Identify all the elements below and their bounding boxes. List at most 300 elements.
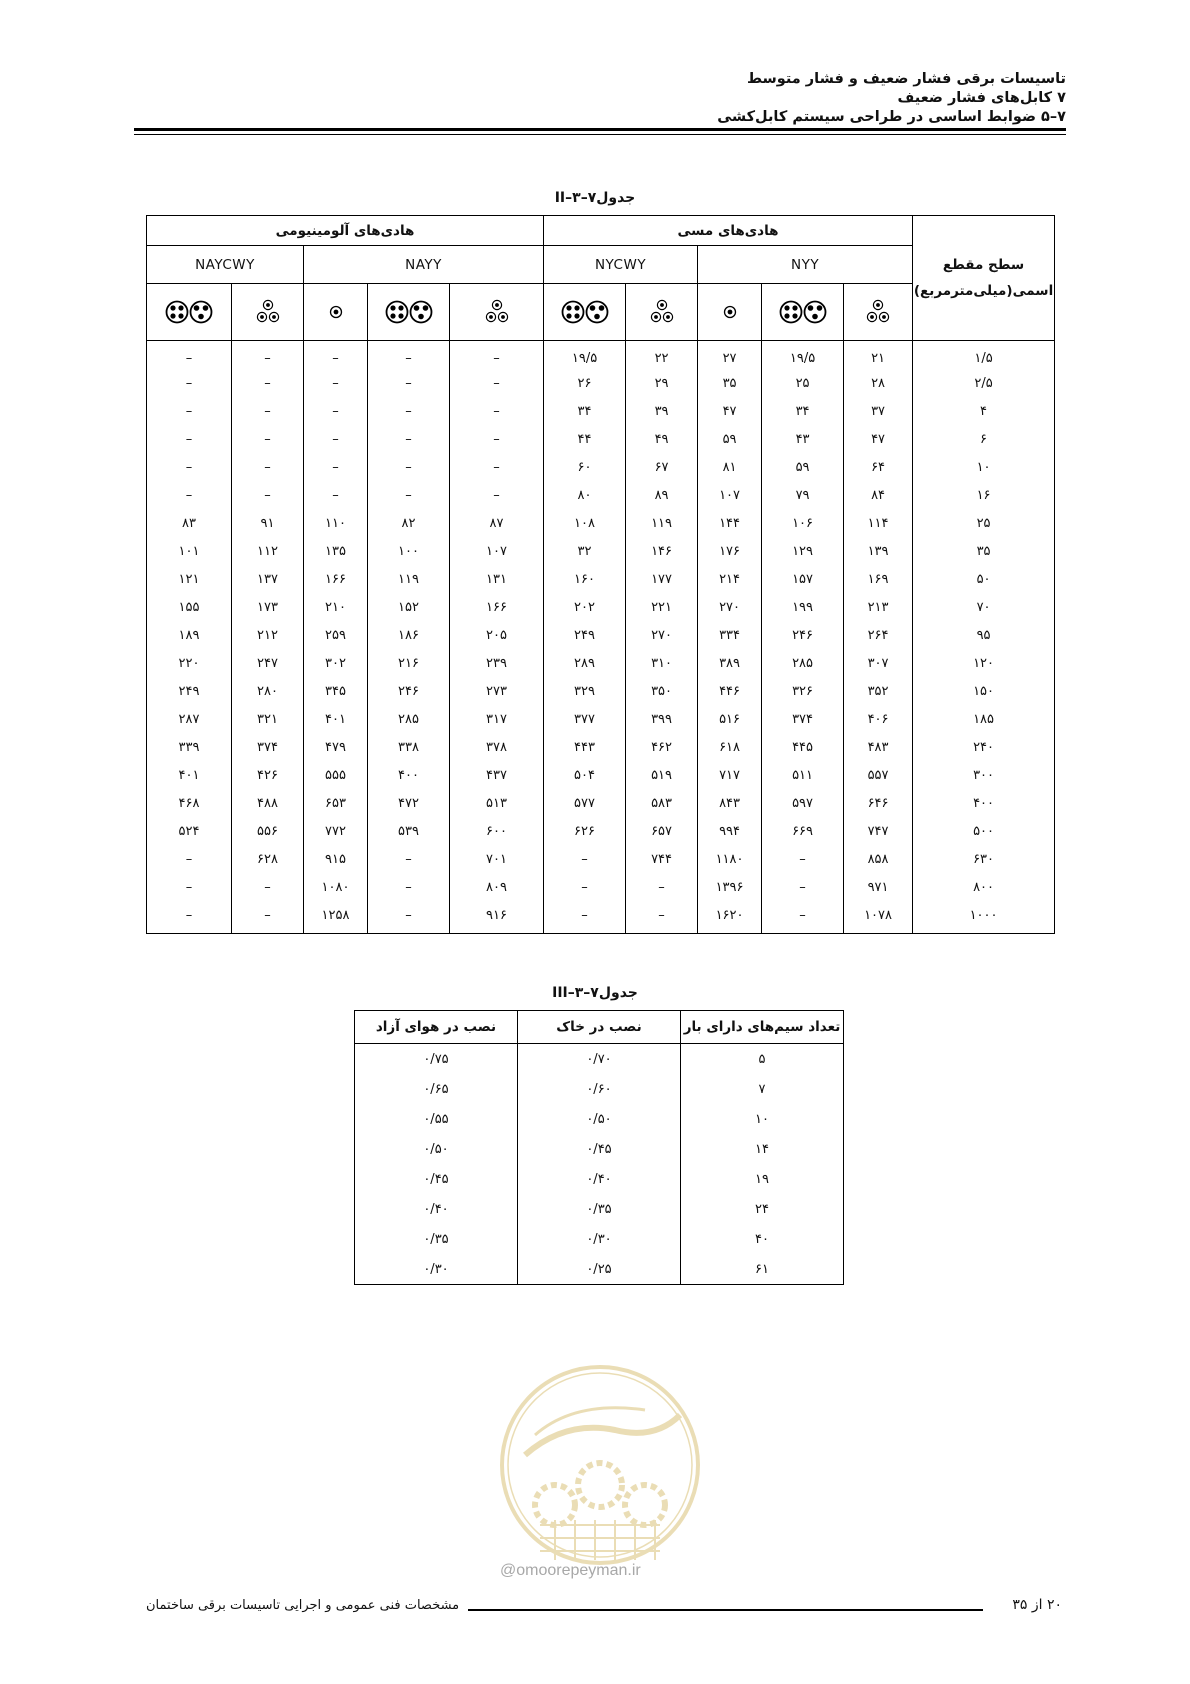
- ampacity-cell: –: [450, 481, 544, 509]
- ampacity-cell: ۵۹۷: [762, 789, 844, 817]
- ampacity-cell: ۲۸: [844, 369, 913, 397]
- ampacity-cell: ۱۴۶: [626, 537, 698, 565]
- ampacity-cell: ۸۹: [626, 481, 698, 509]
- ampacity-cell: –: [450, 453, 544, 481]
- ampacity-cell: –: [147, 845, 232, 873]
- table-row: [355, 1044, 844, 1075]
- ampacity-cell: ۱۰۸: [544, 509, 626, 537]
- table-row: [147, 761, 1055, 789]
- ampacity-cell: ۶۵۳: [304, 789, 368, 817]
- ampacity-cell: ۴۴۳: [544, 733, 626, 761]
- ampacity-cell: –: [368, 481, 450, 509]
- section-cell: ۵۰۰: [913, 817, 1055, 845]
- ampacity-cell: ۵۷۷: [544, 789, 626, 817]
- ampacity-cell: ۲۲: [626, 341, 698, 370]
- section-cell: ۳۰۰: [913, 761, 1055, 789]
- table-row: [147, 453, 1055, 481]
- ampacity-cell: ۵۱۶: [698, 705, 762, 733]
- ampacity-cell: ۶۴: [844, 453, 913, 481]
- ampacity-cell: ۷۴۴: [626, 845, 698, 873]
- footer-title: مشخصات فنی عمومی و اجرایی تاسیسات برقی ساختمان: [146, 1598, 460, 1613]
- multicore-cables-icon: [385, 299, 433, 325]
- ampacity-cell: –: [762, 873, 844, 901]
- ampacity-cell: ۸۴۳: [698, 789, 762, 817]
- section-header-line2: اسمی(میلی‌مترمربع): [913, 283, 1054, 299]
- ampacity-cell: –: [147, 341, 232, 370]
- ampacity-cell: ۲۱۴: [698, 565, 762, 593]
- soil-factor-cell: ۰/۲۵: [518, 1254, 681, 1285]
- loaded-wires-cell: ۵: [681, 1044, 844, 1075]
- ampacity-cell: ۵۸۳: [626, 789, 698, 817]
- ampacity-cell: ۲۱: [844, 341, 913, 370]
- ampacity-cell: –: [232, 901, 304, 934]
- ampacity-cell: ۵۵۶: [232, 817, 304, 845]
- col-header-in-air: نصب در هوای آزاد: [355, 1011, 518, 1044]
- ampacity-cell: ۲۴۶: [762, 621, 844, 649]
- ampacity-cell: ۱۱۲: [232, 537, 304, 565]
- cable-layout-cell-3: [698, 284, 762, 341]
- col-header-loaded-wires: تعداد سیم‌های دارای بار: [681, 1011, 844, 1044]
- cable-layout-cell-9: [232, 284, 304, 341]
- ampacity-cell: –: [304, 425, 368, 453]
- ampacity-cell: ۴۷۹: [304, 733, 368, 761]
- section-cell: ۲/۵: [913, 369, 1055, 397]
- ampacity-cell: ۲۴۷: [232, 649, 304, 677]
- watermark-logo: [495, 1360, 705, 1570]
- ampacity-cell: ۱۰۷: [698, 481, 762, 509]
- soil-factor-cell: ۰/۳۵: [518, 1194, 681, 1224]
- ampacity-cell: ۱۱۹: [626, 509, 698, 537]
- ampacity-cell: –: [762, 845, 844, 873]
- ampacity-cell: ۲۸۵: [368, 705, 450, 733]
- ampacity-cell: ۹۱۶: [450, 901, 544, 934]
- table-row: [147, 873, 1055, 901]
- ampacity-cell: ۴۲۶: [232, 761, 304, 789]
- ampacity-cell: ۱۱۴: [844, 509, 913, 537]
- ampacity-cell: –: [626, 901, 698, 934]
- table2-caption: جدول۷–۳–III: [552, 985, 638, 1001]
- cable-layout-cell-8: [304, 284, 368, 341]
- ampacity-cell: ۱۰۸۰: [304, 873, 368, 901]
- ampacity-cell: ۳۷: [844, 397, 913, 425]
- ampacity-cell: ۱۷۷: [626, 565, 698, 593]
- air-factor-cell: ۰/۶۵: [355, 1074, 518, 1104]
- ampacity-cell: ۵۹: [762, 453, 844, 481]
- ampacity-cell: ۶۱۸: [698, 733, 762, 761]
- header-rule-thin: [134, 134, 1066, 135]
- ampacity-cell: ۱۹/۵: [762, 341, 844, 370]
- loaded-wires-cell: ۱۴: [681, 1134, 844, 1164]
- section-cell: ۱۰: [913, 453, 1055, 481]
- ampacity-cell: –: [450, 425, 544, 453]
- ampacity-cell: ۷۱۷: [698, 761, 762, 789]
- soil-factor-cell: ۰/۴۰: [518, 1164, 681, 1194]
- header-rule-thick: [134, 128, 1066, 131]
- ampacity-cell: ۱۰۷: [450, 537, 544, 565]
- ampacity-cell: ۱۹/۵: [544, 341, 626, 370]
- table-row: [147, 621, 1055, 649]
- ampacity-cell: –: [544, 873, 626, 901]
- trefoil-cables-icon: [649, 299, 675, 325]
- ampacity-cell: ۲۷۰: [698, 593, 762, 621]
- ampacity-cell: ۹۱۵: [304, 845, 368, 873]
- page-number: ۲۰ از ۳۵: [1012, 1597, 1062, 1613]
- ampacity-cell: ۳۱۷: [450, 705, 544, 733]
- ampacity-cell: –: [368, 425, 450, 453]
- ampacity-cell: –: [147, 901, 232, 934]
- section-cell: ۶: [913, 425, 1055, 453]
- ampacity-cell: ۴۸۸: [232, 789, 304, 817]
- ampacity-cell: ۳۹: [626, 397, 698, 425]
- ampacity-cell: ۳۰۷: [844, 649, 913, 677]
- table-row: [147, 733, 1055, 761]
- section-cell: ۱۵۰: [913, 677, 1055, 705]
- trefoil-cables-icon: [865, 299, 891, 325]
- ampacity-cell: ۳۳۸: [368, 733, 450, 761]
- ampacity-cell: ۱۶۶: [450, 593, 544, 621]
- ampacity-cell: –: [762, 901, 844, 934]
- soil-factor-cell: ۰/۴۵: [518, 1134, 681, 1164]
- ampacity-cell: –: [368, 873, 450, 901]
- ampacity-cell: –: [368, 901, 450, 934]
- ampacity-cell: ۴۰۰: [368, 761, 450, 789]
- section-cell: ۴۰۰: [913, 789, 1055, 817]
- table-row: [147, 341, 1055, 370]
- footer-rule: [468, 1609, 983, 1611]
- section-cell: ۱۶: [913, 481, 1055, 509]
- ampacity-cell: –: [147, 397, 232, 425]
- ampacity-cell: –: [304, 341, 368, 370]
- ampacity-cell: ۳۷۷: [544, 705, 626, 733]
- cable-layout-cell-4: [626, 284, 698, 341]
- ampacity-cell: ۳۴: [762, 397, 844, 425]
- ampacity-cell: ۴۴۵: [762, 733, 844, 761]
- ampacity-cell: –: [450, 397, 544, 425]
- table-row: [355, 1104, 844, 1134]
- ampacity-cell: ۱۰۱: [147, 537, 232, 565]
- multicore-cables-icon: [165, 299, 213, 325]
- ampacity-cell: ۵۲۴: [147, 817, 232, 845]
- copper-header: هادی‌های مسی: [544, 216, 913, 246]
- loaded-wires-cell: ۱۹: [681, 1164, 844, 1194]
- ampacity-cell: ۱۰۰: [368, 537, 450, 565]
- ampacity-cell: ۲۱۶: [368, 649, 450, 677]
- table-row: [147, 593, 1055, 621]
- type-nyy: NYY: [698, 246, 913, 284]
- page-header: [124, 70, 1066, 127]
- ampacity-cell: –: [147, 369, 232, 397]
- section-header: [913, 216, 1055, 341]
- ampacity-cell: ۴۰۱: [304, 705, 368, 733]
- ampacity-cell: ۱۲۹: [762, 537, 844, 565]
- loaded-wires-cell: ۲۴: [681, 1194, 844, 1224]
- watermark-url: @omoorepeyman.ir: [500, 1562, 641, 1579]
- ampacity-cell: ۵۱۱: [762, 761, 844, 789]
- ampacity-cell: ۷۷۲: [304, 817, 368, 845]
- table-row: [355, 1074, 844, 1104]
- air-factor-cell: ۰/۴۵: [355, 1164, 518, 1194]
- header-line-2: ۷ کابل‌های فشار ضعیف: [897, 90, 1066, 106]
- table-row: [355, 1254, 844, 1285]
- ampacity-cell: ۱۵۵: [147, 593, 232, 621]
- ampacity-table: [146, 215, 1055, 934]
- ampacity-cell: ۲۰۵: [450, 621, 544, 649]
- ampacity-cell: ۶۴۶: [844, 789, 913, 817]
- ampacity-cell: ۱۵۲: [368, 593, 450, 621]
- section-cell: ۸۰۰: [913, 873, 1055, 901]
- ampacity-cell: ۹۹۴: [698, 817, 762, 845]
- ampacity-cell: –: [304, 453, 368, 481]
- ampacity-cell: ۱۸۹: [147, 621, 232, 649]
- ampacity-cell: –: [147, 453, 232, 481]
- ampacity-cell: –: [450, 369, 544, 397]
- table-row: [147, 565, 1055, 593]
- cable-layout-cell-10: [147, 284, 232, 341]
- ampacity-cell: –: [304, 481, 368, 509]
- ampacity-cell: ۳۴: [544, 397, 626, 425]
- ampacity-cell: –: [232, 425, 304, 453]
- ampacity-cell: ۳۰۲: [304, 649, 368, 677]
- ampacity-cell: ۳۵: [698, 369, 762, 397]
- ampacity-cell: ۳۲: [544, 537, 626, 565]
- ampacity-cell: ۱۶۹: [844, 565, 913, 593]
- multicore-cables-icon: [561, 299, 609, 325]
- header-line-1: تاسیسات برقی فشار ضعیف و فشار متوسط: [746, 71, 1066, 87]
- section-cell: ۲۴۰: [913, 733, 1055, 761]
- table-row: [147, 677, 1055, 705]
- loaded-wires-cell: ۶۱: [681, 1254, 844, 1285]
- single-cable-icon: [723, 305, 737, 319]
- ampacity-cell: ۱۷۳: [232, 593, 304, 621]
- ampacity-cell: ۲۳۹: [450, 649, 544, 677]
- table-row: [147, 425, 1055, 453]
- section-cell: ۵۰: [913, 565, 1055, 593]
- ampacity-cell: ۴۹: [626, 425, 698, 453]
- ampacity-cell: ۲۴۹: [544, 621, 626, 649]
- ampacity-cell: ۲۸۵: [762, 649, 844, 677]
- aluminium-header: هادی‌های آلومینیومی: [147, 216, 544, 246]
- ampacity-cell: ۵۹: [698, 425, 762, 453]
- ampacity-cell: –: [626, 873, 698, 901]
- ampacity-cell: ۱۵۷: [762, 565, 844, 593]
- ampacity-cell: ۳۹۹: [626, 705, 698, 733]
- header-line-3: ۷–۵ ضوابط اساسی در طراحی سیستم کابل‌کشی: [717, 109, 1066, 125]
- ampacity-cell: ۸۰۹: [450, 873, 544, 901]
- table-row: [355, 1134, 844, 1164]
- ampacity-cell: –: [232, 481, 304, 509]
- type-naycwy: NAYCWY: [147, 246, 304, 284]
- single-cable-icon: [329, 305, 343, 319]
- ampacity-cell: ۳۲۶: [762, 677, 844, 705]
- table-row: [147, 537, 1055, 565]
- ampacity-cell: ۲۷۰: [626, 621, 698, 649]
- table-row: [147, 481, 1055, 509]
- ampacity-cell: ۳۱۰: [626, 649, 698, 677]
- ampacity-cell: –: [147, 481, 232, 509]
- section-cell: ۱/۵: [913, 341, 1055, 370]
- ampacity-cell: ۶۶۹: [762, 817, 844, 845]
- section-cell: ۶۳۰: [913, 845, 1055, 873]
- ampacity-cell: ۳۵۲: [844, 677, 913, 705]
- ampacity-cell: ۸۳: [147, 509, 232, 537]
- ampacity-cell: –: [232, 453, 304, 481]
- ampacity-cell: –: [304, 397, 368, 425]
- ampacity-cell: ۲۸۷: [147, 705, 232, 733]
- table-row: [147, 509, 1055, 537]
- ampacity-cell: ۱۰۶: [762, 509, 844, 537]
- col-header-in-soil: نصب در خاک: [518, 1011, 681, 1044]
- ampacity-cell: ۵۰۴: [544, 761, 626, 789]
- ampacity-cell: ۲۵۹: [304, 621, 368, 649]
- ampacity-cell: ۴۶۲: [626, 733, 698, 761]
- section-cell: ۱۲۰: [913, 649, 1055, 677]
- ampacity-cell: ۴۸۳: [844, 733, 913, 761]
- table-row: [147, 789, 1055, 817]
- ampacity-cell: ۲۸۰: [232, 677, 304, 705]
- table-row: [147, 369, 1055, 397]
- section-cell: ۷۰: [913, 593, 1055, 621]
- ampacity-cell: ۱۳۵: [304, 537, 368, 565]
- ampacity-cell: –: [368, 341, 450, 370]
- ampacity-cell: ۱۱۹: [368, 565, 450, 593]
- multicore-cables-icon: [779, 299, 827, 325]
- ampacity-cell: ۴۷۲: [368, 789, 450, 817]
- ampacity-cell: ۱۳۹۶: [698, 873, 762, 901]
- table-row: [355, 1194, 844, 1224]
- ampacity-cell: –: [450, 341, 544, 370]
- soil-factor-cell: ۰/۵۰: [518, 1104, 681, 1134]
- ampacity-cell: –: [232, 341, 304, 370]
- air-factor-cell: ۰/۴۰: [355, 1194, 518, 1224]
- table-row: [355, 1224, 844, 1254]
- ampacity-cell: ۴۰۶: [844, 705, 913, 733]
- ampacity-cell: –: [368, 453, 450, 481]
- ampacity-cell: ۳۲۱: [232, 705, 304, 733]
- ampacity-cell: ۲۴۹: [147, 677, 232, 705]
- correction-factor-table: [354, 1010, 844, 1285]
- ampacity-cell: ۹۷۱: [844, 873, 913, 901]
- ampacity-cell: ۲۱۲: [232, 621, 304, 649]
- ampacity-cell: ۱۴۴: [698, 509, 762, 537]
- air-factor-cell: ۰/۳۵: [355, 1224, 518, 1254]
- ampacity-cell: ۱۱۰: [304, 509, 368, 537]
- ampacity-cell: –: [147, 425, 232, 453]
- ampacity-cell: –: [368, 397, 450, 425]
- section-cell: ۲۵: [913, 509, 1055, 537]
- section-header-line1: سطح مقطع: [942, 257, 1025, 273]
- ampacity-cell: ۱۶۲۰: [698, 901, 762, 934]
- ampacity-cell: ۶۲۶: [544, 817, 626, 845]
- cable-layout-cell-5: [544, 284, 626, 341]
- ampacity-cell: –: [544, 845, 626, 873]
- ampacity-cell: ۱۶۶: [304, 565, 368, 593]
- ampacity-cell: –: [147, 873, 232, 901]
- ampacity-cell: ۲۱۰: [304, 593, 368, 621]
- ampacity-cell: ۳۵۰: [626, 677, 698, 705]
- type-nycwy: NYCWY: [544, 246, 698, 284]
- ampacity-cell: –: [368, 369, 450, 397]
- ampacity-cell: ۲۸۹: [544, 649, 626, 677]
- trefoil-cables-icon: [484, 299, 510, 325]
- ampacity-cell: ۲۰۲: [544, 593, 626, 621]
- trefoil-cables-icon: [255, 299, 281, 325]
- ampacity-cell: ۱۳۱: [450, 565, 544, 593]
- ampacity-cell: ۳۴۵: [304, 677, 368, 705]
- type-nayy: NAYY: [304, 246, 544, 284]
- ampacity-cell: ۹۱: [232, 509, 304, 537]
- table-row: [147, 845, 1055, 873]
- ampacity-cell: ۲۹: [626, 369, 698, 397]
- ampacity-cell: ۴۶۸: [147, 789, 232, 817]
- ampacity-cell: ۸۱: [698, 453, 762, 481]
- ampacity-cell: ۸۵۸: [844, 845, 913, 873]
- ampacity-cell: ۲۱۳: [844, 593, 913, 621]
- table-row: [147, 649, 1055, 677]
- ampacity-cell: ۸۲: [368, 509, 450, 537]
- ampacity-cell: ۶۲۸: [232, 845, 304, 873]
- cable-layout-cell-1: [844, 284, 913, 341]
- ampacity-cell: ۴۷: [844, 425, 913, 453]
- section-cell: ۳۵: [913, 537, 1055, 565]
- ampacity-cell: ۱۱۸۰: [698, 845, 762, 873]
- ampacity-cell: ۱۸۶: [368, 621, 450, 649]
- ampacity-cell: ۵۱۳: [450, 789, 544, 817]
- ampacity-cell: ۲۵: [762, 369, 844, 397]
- ampacity-cell: ۱۲۱: [147, 565, 232, 593]
- ampacity-cell: ۲۲۰: [147, 649, 232, 677]
- section-cell: ۹۵: [913, 621, 1055, 649]
- ampacity-cell: ۳۷۴: [762, 705, 844, 733]
- ampacity-cell: ۱۳۹: [844, 537, 913, 565]
- ampacity-cell: ۳۷۸: [450, 733, 544, 761]
- soil-factor-cell: ۰/۶۰: [518, 1074, 681, 1104]
- ampacity-cell: ۴۰۱: [147, 761, 232, 789]
- soil-factor-cell: ۰/۳۰: [518, 1224, 681, 1254]
- ampacity-cell: ۲۷: [698, 341, 762, 370]
- ampacity-cell: ۴۳: [762, 425, 844, 453]
- ampacity-cell: ۱۳۷: [232, 565, 304, 593]
- ampacity-cell: ۷۹: [762, 481, 844, 509]
- cable-layout-cell-7: [368, 284, 450, 341]
- ampacity-cell: ۴۳۷: [450, 761, 544, 789]
- loaded-wires-cell: ۷: [681, 1074, 844, 1104]
- ampacity-cell: ۶۰: [544, 453, 626, 481]
- ampacity-cell: ۲۶۴: [844, 621, 913, 649]
- ampacity-cell: –: [232, 369, 304, 397]
- ampacity-cell: –: [232, 873, 304, 901]
- ampacity-cell: ۴۴۶: [698, 677, 762, 705]
- ampacity-cell: ۳۳۹: [147, 733, 232, 761]
- table-row: [147, 705, 1055, 733]
- ampacity-cell: ۱۲۵۸: [304, 901, 368, 934]
- ampacity-cell: ۵۵۷: [844, 761, 913, 789]
- section-cell: ۱۰۰۰: [913, 901, 1055, 934]
- ampacity-cell: ۳۷۴: [232, 733, 304, 761]
- ampacity-cell: ۱۰۷۸: [844, 901, 913, 934]
- table1-caption: جدول۷–۳–II: [554, 190, 636, 206]
- ampacity-cell: ۴۴: [544, 425, 626, 453]
- table-row: [147, 901, 1055, 934]
- ampacity-cell: ۵۳۹: [368, 817, 450, 845]
- air-factor-cell: ۰/۵۰: [355, 1134, 518, 1164]
- table-row: [147, 397, 1055, 425]
- ampacity-cell: ۲۲۱: [626, 593, 698, 621]
- ampacity-cell: ۱۶۰: [544, 565, 626, 593]
- ampacity-cell: –: [232, 397, 304, 425]
- soil-factor-cell: ۰/۷۰: [518, 1044, 681, 1075]
- table-row: [147, 817, 1055, 845]
- table-row: [355, 1164, 844, 1194]
